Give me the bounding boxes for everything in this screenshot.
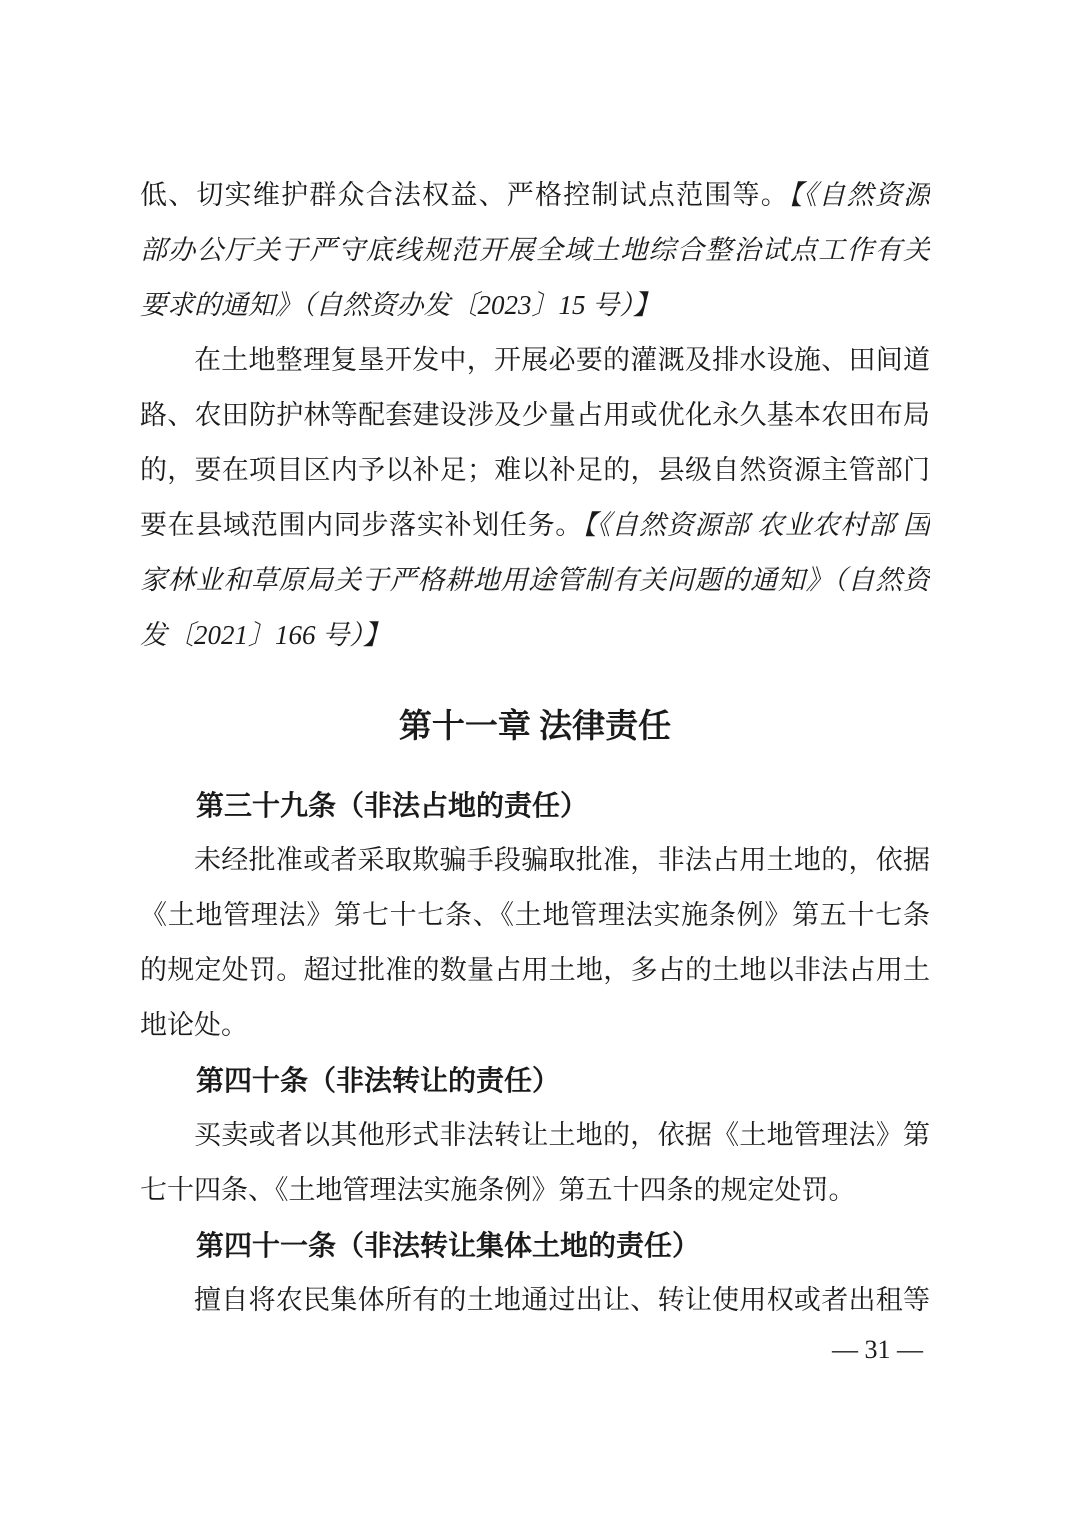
annotation-citation-text: 【《自然资源: [788, 180, 930, 210]
chapter-heading: 第十一章 法律责任: [398, 709, 672, 745]
article-39-line-4: 地论处。: [140, 1010, 248, 1040]
reclamation-line-3: 的，要在项目区内予以补足；难以补足的，县级自然资源主管部门: [140, 455, 930, 485]
article-40-heading: 第四十条（非法转让的责任）: [196, 1065, 561, 1096]
reclamation-line-6: 发〔2021〕166 号）】: [140, 620, 390, 650]
article-40-line-1: 买卖或者以其他形式非法转让土地的，依据《土地管理法》第: [194, 1120, 930, 1150]
page-number: — 31 —: [832, 1335, 923, 1364]
annotation-line-1: [140, 168, 930, 223]
annotation-normal-text: 低、切实维护群众合法权益、严格控制试点范围等。: [140, 180, 789, 210]
annotation-line-3: 要求的通知》（自然资办发〔2023〕15 号）】: [140, 290, 660, 320]
reclamation-line-1: 在土地整理复垦开发中，开展必要的灌溉及排水设施、田间道: [194, 345, 930, 375]
reclamation-citation-text: 【《自然资源部 农业农村部 国: [582, 510, 930, 540]
reclamation-line-2: 路、农田防护林等配套建设涉及少量占用或优化永久基本农田布局: [140, 400, 930, 430]
reclamation-line-4: [140, 498, 930, 553]
reclamation-normal-text: 要在县域范围内同步落实补划任务。: [140, 510, 583, 540]
article-39-line-2: 《土地管理法》第七十七条、《土地管理法实施条例》第五十七条: [140, 900, 930, 930]
article-40-line-2: 七十四条、《土地管理法实施条例》第五十四条的规定处罚。: [140, 1175, 856, 1205]
annotation-line-2: 部办公厅关于严守底线规范开展全域土地综合整治试点工作有关: [140, 235, 930, 265]
article-39-line-1: 未经批准或者采取欺骗手段骗取批准，非法占用土地的，依据: [194, 845, 930, 875]
reclamation-line-5: 家林业和草原局关于严格耕地用途管制有关问题的通知》（自然资: [140, 565, 930, 595]
article-39-heading: 第三十九条（非法占地的责任）: [196, 790, 589, 821]
article-41-line-1: 擅自将农民集体所有的土地通过出让、转让使用权或者出租等: [194, 1285, 930, 1315]
article-41-heading: 第四十一条（非法转让集体土地的责任）: [196, 1230, 701, 1261]
article-39-line-3: 的规定处罚。超过批准的数量占用土地，多占的土地以非法占用土: [140, 955, 930, 985]
